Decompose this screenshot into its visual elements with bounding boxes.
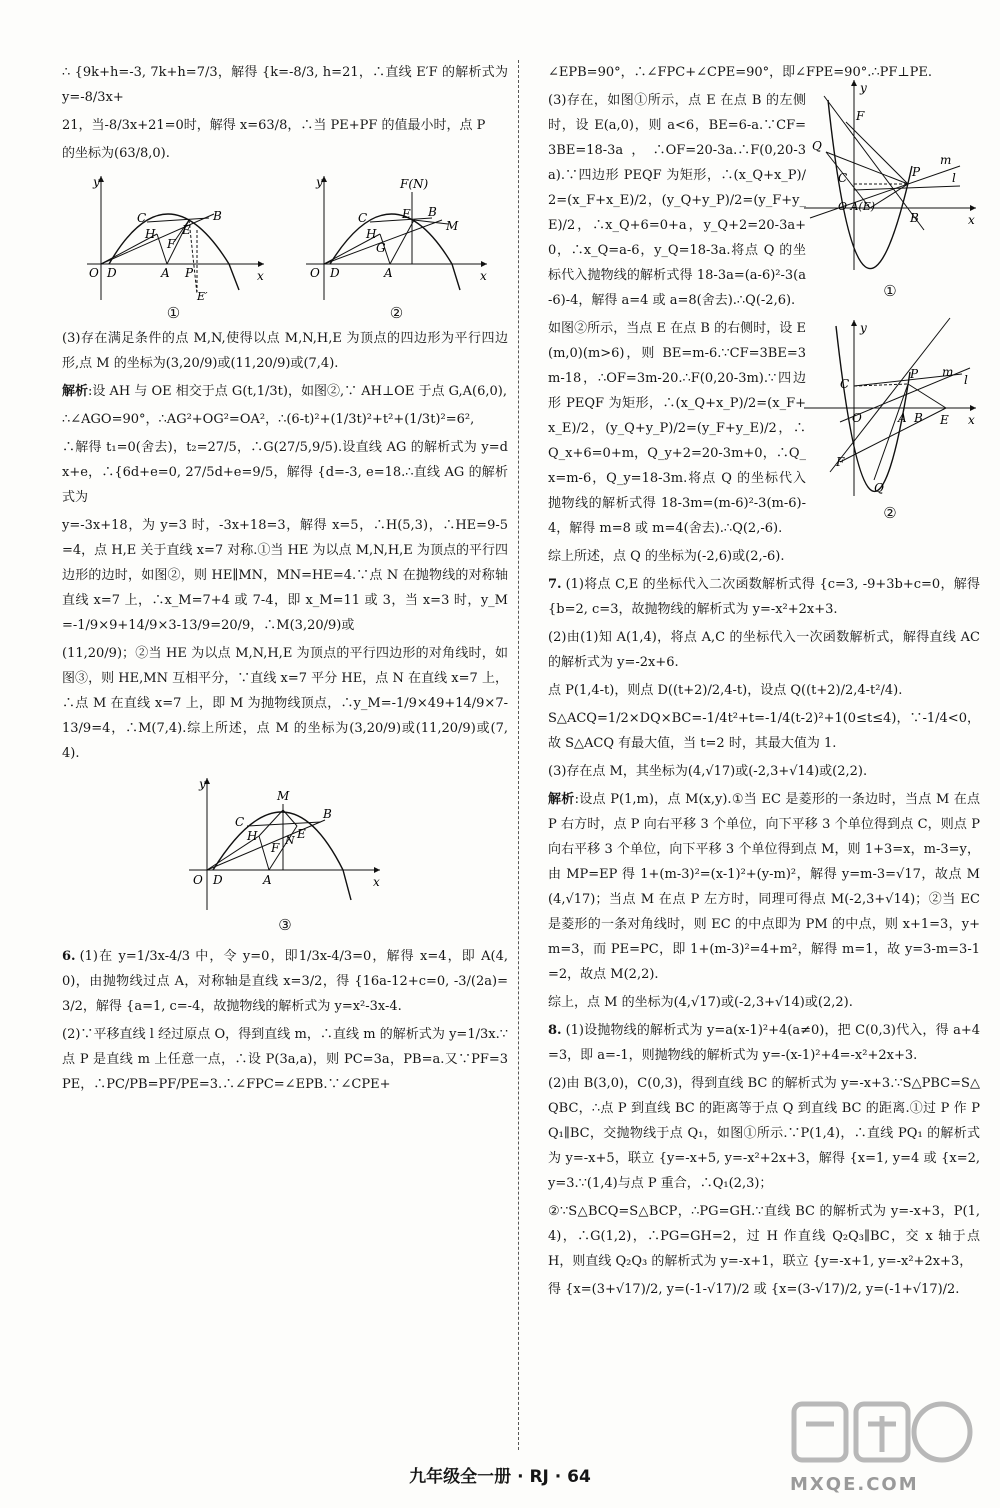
rfig2-label-q: Q [874,481,884,495]
figure-2 [302,172,492,322]
right-paragraph-12-text: (1)设抛物线的解析式为 y=a(x-1)²+4(a≠0)，把 C(0,3)代入，得 a+4=3，即 a=-1，则抛物线的解析式为 y=-(x-1)²+4=-x²+2x+3. [548,1023,980,1063]
fig2-label-g: G [375,241,386,255]
analysis-label-2: 解析 [548,792,575,807]
page-footer: 九年级全一册 · RJ · 64 [409,1467,591,1487]
rfig1-label-m: m [940,153,952,167]
fig1-label-e: E [181,223,191,237]
fig2-label-a: A [383,266,393,280]
right-paragraph-10-text: :设点 P(1,m)，点 M(x,y).①当 EC 是菱形的一条边时，当点 M 在点 P 右方时，点 P 向右平移 3 个单位，向下平移 3 个单位得到点 C，则点 P 向右平移 3 个单位，向下平移 3 个单位得到点 M，则 1+3=x，m-3=y，由 MP=EP 得 1+(m-3)²=(x-1)²+(y-m)²，解得 y=m-3=√17，故点 M(4,√17)；当点 M 在点 P 左方时，同理可得点 M(-2,3+√14)；②当 EC 是菱形的一条对角线时，则 EC 的中点即为 PM 的中点，则 x+1=3，y+m=3，而 PE=PC，即 1+(m-3)²=4+m²，解得 m=1，故 y=3-m=3-1=2，故点 M(2,2). [548,792,980,982]
fig1-label-h: H [144,227,155,241]
fig1-label-d: D [106,266,117,280]
right-paragraph-12 [548,1018,980,1068]
right-paragraph-10 [548,787,980,987]
fig3-label-m: M [277,789,290,803]
fig1-label-y: y [92,175,100,189]
rfig2-label-l: l [964,373,968,387]
right-paragraph-14: ②∵S△BCQ=S△BCP，∴PG=GH.∵直线 BC 的解析式为 y=-x+3，P(1,4)，∴G(1,2)，∴PG=GH=2，过 H 作直线 Q₂Q₃∥BC，交 x 轴于点 H，则直线 Q₂Q₃ 的解析式为 y=-x+1，联立 {y=-x+1, y=-x²+2x+3， [548,1204,980,1269]
left-paragraph-11: (2)∵平移直线 l 经过原点 O，得到直线 m，∴直线 m 的解析式为 y=1/3x.∵点 P 是直线 m 上任意一点，∴设 P(3a,a)，则 PC=3a，PB=a.又∵PF=3PE，∴PC/PB=PF/PE=3.∴∠FPC=∠EPB.∵∠CPE+ [62,1027,508,1092]
left-paragraph-3: 的坐标为(63/8,0). [62,146,170,161]
fig1-label-a: A [160,266,170,280]
fig1-label-x: x [256,269,264,283]
fig3-label-y: y [199,777,206,791]
right-narrow-block [548,88,806,541]
rfig1-label-q: Q [812,139,822,153]
rfig2-label-a: A [898,411,907,425]
fig2-label-o: O [309,266,320,280]
left-paragraph-10-text: (1)在 y=1/3x-4/3 中，令 y=0，即1/3x-4/3=0，解得 x=4，即 A(4,0)，由抛物线过点 A，对称轴是直线 x=3/2，得 {16a-12+c=0, -3/(2a)=3/2，解得 {a=1, c=-4，故抛物线的解析式为 y=x²-3x-4. [62,949,508,1014]
rfig2-label-x: x [968,413,975,427]
rfig2-label-f: F [836,455,845,469]
right-paragraph-15: 得 {x=(3+√17)/2, y=(-1-√17)/2 或 {x=(3-√17)/2, y=(-1+√17)/2. [548,1282,960,1297]
left-paragraph-7: ∴解得 t₁=0(舍去)，t₂=27/5，∴G(27/5,9/5).设直线 AG 的解析式为 y=dx+e，∴{6d+e=0, 27/5d+e=9/5，解得 {d=-3, e=18.∴直线 AG 的解析式为 [62,440,508,505]
rfig1-label-oae: O A(E) [838,200,876,213]
right-figure-2-graph [800,312,980,502]
rfig2-label-p: P [910,367,919,381]
left-paragraph-9: (11,20/9)；②当 HE 为以点 M,N,H,E 为顶点的平行四边形的对角线时，如图③，则 HE,MN 互相平分，∵直线 x=7 平分 HE，点 N 在直线 x=7 上，∴点 M 在直线 x=7 上，即 M 为抛物线顶点，∴y_M=-1/9×49+14/9×7-13/9=4，∴M(7,4).综上所述，点 M 的坐标为(3,20/9)或(11,20/9)或(7,4). [62,646,508,761]
fig3-label-c: C [235,815,245,829]
analysis-label: 解析 [62,384,89,399]
fig2-label-x: x [479,269,487,283]
fig3-label-h: H [247,829,258,843]
rfig1-label-x: x [968,213,975,227]
right-paragraph-8: S△ACQ=1/2×DQ×BC=-1/4t²+t=-1/4(t-2)²+1(0≤t≤4)，∵-1/4<0，故 S△ACQ 有最大值，当 t=2 时，其最大值为 1. [548,711,980,751]
rfig2-label-m: m [942,365,954,379]
right-paragraph-5-text: (1)将点 C,E 的坐标代入二次函数解析式得 {c=3, -9+3b+c=0，解得 {b=2, c=3，故抛物线的解析式为 y=-x²+2x+3. [548,577,980,617]
rfig1-label-y: y [860,81,867,95]
question-8-number: 8. [548,1023,562,1038]
right-figure-2-caption: ② [883,504,897,522]
right-figure-1-graph [800,70,980,280]
fig1-label-eprime: E′ [196,290,208,302]
fig2-label-h: H [365,227,376,241]
fig2-label-fn: F(N) [399,177,428,191]
right-paragraph-4: 综上所述，点 Q 的坐标为(-2,6)或(2,-6). [548,549,785,564]
left-paragraph-5-text: :设 AH 与 OE 相交于点 G(t,1/3t)，如图②,∵ AH⊥OE 于点 G,A(6,0), [88,384,507,399]
figure-3-caption: ③ [278,916,292,934]
fig1-label-p: P [184,266,193,280]
question-6-number: 6. [62,949,76,964]
rfig1-label-c: C [838,171,848,185]
fig3-label-e: E [297,827,306,841]
fig2-label-e: E [401,207,411,221]
figure-1-graph [79,172,269,302]
right-paragraph-5 [548,572,980,622]
left-column [62,60,508,1100]
fig3-label-f: F [271,841,280,855]
rfig1-label-p: P [912,165,921,179]
right-paragraph-3: 如图②所示，当点 E 在点 B 的右侧时，设 E(m,0)(m>6)，则 BE=m-6.∵CF=3BE=3m-18，∴OF=3m-20.∴F(0,20-3m).∵四边形 PEQF 为矩形，∴(x_Q+x_P)/2=(x_F+x_E)/2，(y_Q+y_P)/2=(y_F+y_E)/2，∴Q_x+6=0+m，Q_y+2=20-3m+0，∴Q_x=m-6，Q_y=18-3m.将点 Q 的坐标代入抛物线的解析式得 18-3m=(m-6)²-3(m-6)-4，解得 m=8 或 m=4(舍去).∴Q(2,-6). [548,321,806,536]
left-paragraph-2: 21，当-8/3x+21=0时，解得 x=63/8，∴当 PE+PF 的值最小时，点 P [62,118,486,133]
rfig1-label-b: B [910,211,919,225]
left-paragraph-6: ∴∠AGO=90°，∴AG²+OG²=OA²，∴(6-t)²+(1/3t)²+t²+(1/3t)²=6², [62,412,475,427]
left-paragraph-5 [62,379,508,404]
figure-2-graph [302,172,492,302]
rfig2-label-b: B [914,411,923,425]
right-figure-1 [800,70,980,300]
figure-3 [62,774,508,934]
right-paragraph-6: (2)由(1)知 A(1,4)，将点 A,C 的坐标代入一次函数解析式，解得直线 AC 的解析式为 y=-2x+6. [548,630,980,670]
fig3-label-n: N [285,834,295,847]
question-7-number: 7. [548,577,562,592]
fig2-label-d: D [329,266,340,280]
figure-1-caption: ① [166,304,181,322]
left-paragraph-8: y=-3x+18，为 y=3 时，-3x+18=3，解得 x=5，∴H(5,3)，∴HE=9-5=4，点 H,E 关于直线 x=7 对称.①当 HE 为以点 M,N,H,E 为顶点的平行四边形的边时，如图②，则 HE∥MN，MN=HE=4.∵点 N 在抛物线的对称轴直线 x=7 上，∴x_M=7+4 或 7-4，即 x_M=11 或 3，当 x=3 时，y_M=-1/9×9+14/9×3-13/9=20/9，∴M(3,20/9)或 [62,518,508,633]
fig2-label-y: y [315,175,323,189]
left-paragraph-4: (3)存在满足条件的点 M,N,使得以点 M,N,H,E 为顶点的四边形为平行四边形,点 M 的坐标为(3,20/9)或(11,20/9)或(7,4). [62,331,508,371]
fig2-label-m: M [445,219,458,233]
fig3-label-a: A [263,873,272,887]
right-paragraph-13: (2)由 B(3,0)，C(0,3)，得到直线 BC 的解析式为 y=-x+3.∵S△PBC=S△QBC，∴点 P 到直线 BC 的距离等于点 Q 到直线 BC 的距离.①过 P 作 PQ₁∥BC，交抛物线于点 Q₁，如图①所示.∵P(1,4)，∴直线 PQ₁ 的解析式为 y=-x+5，联立 {y=-x+5, y=-x²+2x+3，解得 {x=1, y=4 或 {x=2, y=3.∵(1,4)与点 P 重合，∴Q₁(2,3)； [548,1076,980,1191]
fig3-label-x: x [373,875,380,889]
watermark-text: MXQE.COM [790,1474,919,1495]
fig1-label-f: F [166,237,175,251]
fig3-label-b: B [323,807,332,821]
fig1-label-o: O [88,266,99,280]
left-paragraph-10 [62,944,508,1019]
figure-row-1-2 [62,172,508,322]
fig3-label-o: O [193,873,203,887]
right-figure-2 [800,312,980,522]
fig1-label-b: B [212,209,222,223]
rfig2-label-y: y [860,321,867,335]
figure-1 [79,172,269,322]
fig2-label-c: C [357,211,367,225]
right-paragraph-2: (3)存在，如图①所示，点 E 在点 B 的左侧时，设 E(a,0)，则 a<6，BE=6-a.∵CF=3BE=18-3a，∴OF=20-3a.∴F(0,20-3a).∵四边形 PEQF 为矩形，∴(x_Q+x_P)/2=(x_F+x_E)/2，(y_Q+y_P)/2=(y_F+y_E)/2，∴x_Q+6=0+a，y_Q+2=20-3a+0，∴x_Q=a-6，y_Q=18-3a.将点 Q 的坐标代入抛物线的解析式得 18-3a=(a-6)²-3(a-6)-4，解得 a=4 或 a=8(舍去).∴Q(-2,6). [548,93,806,308]
column-divider [518,60,519,1450]
right-paragraph-9: (3)存在点 M，其坐标为(4,√17)或(-2,3+√14)或(2,2). [548,764,868,779]
rfig2-label-c: C [840,377,850,391]
fig2-label-b: B [427,205,437,219]
fig1-label-c: C [136,211,146,225]
figure-2-caption: ② [389,304,404,322]
fig3-label-d: D [213,873,223,887]
rfig1-label-l: l [952,171,956,185]
rfig2-label-e: E [940,413,949,427]
rfig1-label-f: F [856,109,865,123]
right-paragraph-1: ∠EPB=90°，∴∠FPC+∠CPE=90°，即∠FPE=90°.∴PF⊥PE. [548,65,932,80]
right-figure-1-caption: ① [883,282,897,300]
left-paragraph-1: ∴ {9k+h=-3, 7k+h=7/3，解得 {k=-8/3, h=21，∴直线 E′F 的解析式为 y=-8/3x+ [62,65,508,105]
rfig2-label-o: O [852,411,862,425]
figure-3-graph [185,774,385,914]
right-paragraph-7: 点 P(1,4-t)，则点 D((t+2)/2,4-t)，设点 Q((t+2)/2,4-t²/4). [548,683,903,698]
right-paragraph-11: 综上，点 M 的坐标为(4,√17)或(-2,3+√14)或(2,2). [548,995,853,1010]
